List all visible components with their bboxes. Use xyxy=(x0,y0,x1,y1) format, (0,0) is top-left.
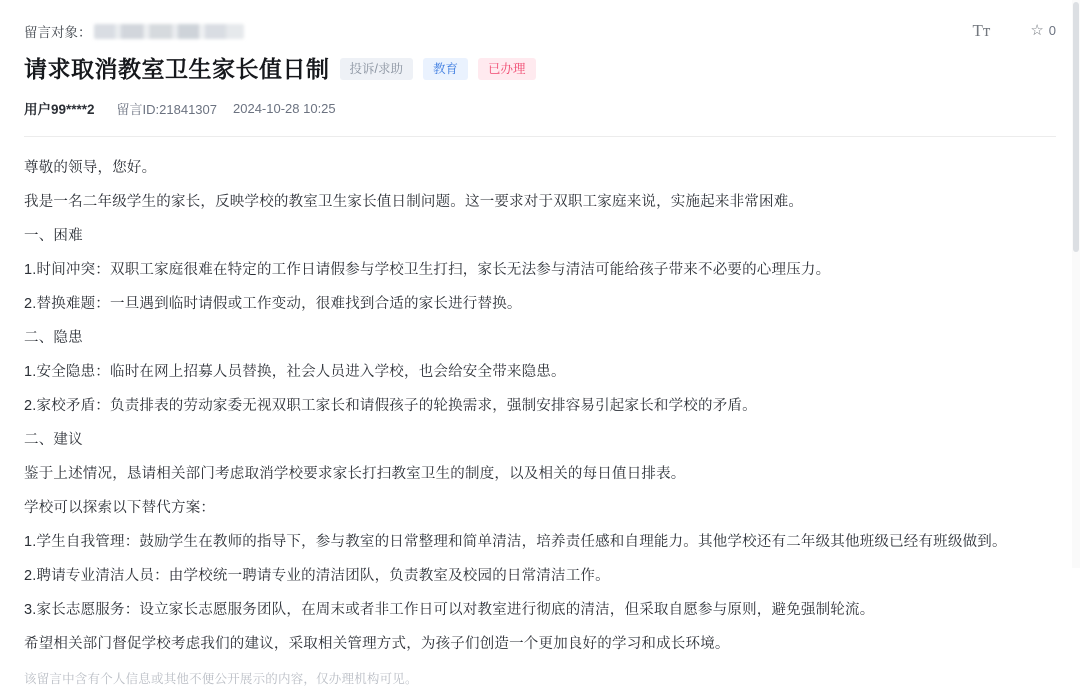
body-paragraph: 二、建议 xyxy=(24,432,83,448)
top-controls xyxy=(972,22,1056,39)
font-size-button[interactable] xyxy=(972,22,990,39)
page-title: 请求取消教室卫生家长值日制 xyxy=(24,56,330,82)
tag-type[interactable]: 投诉/求助 xyxy=(340,58,413,80)
favorite-count: 0 xyxy=(1048,23,1056,38)
body-paragraph: 鉴于上述情况，恳请相关部门考虑取消学校要求家长打扫教室卫生的制度，以及相关的每日值日排表。 xyxy=(24,466,686,482)
message-id: 留言ID:21841307 xyxy=(116,101,217,117)
body-paragraph: 尊敬的领导，您好。 xyxy=(24,160,157,176)
privacy-note: 该留言中含有个人信息或其他不便公开展示的内容，仅办理机构可见。 xyxy=(24,672,418,686)
recipient-label: 留言对象： xyxy=(24,25,92,40)
body-paragraph: 我是一名二年级学生的家长，反映学校的教室卫生家长值日制问题。这一要求对于双职工家庭来说，实施起来非常困难。 xyxy=(24,194,804,210)
author-name: 用户99****2 xyxy=(24,102,95,117)
scrollbar[interactable] xyxy=(1072,0,1080,568)
body-paragraph: 3.家长志愿服务：设立家长志愿服务团队，在周末或者非工作日可以对教室进行彻底的清洁，但采取自愿参与原则，避免强制轮流。 xyxy=(24,602,875,618)
tag-category[interactable]: 教育 xyxy=(423,58,468,80)
title-row xyxy=(24,54,1056,84)
body-paragraph: 2.家校矛盾：负责排表的劳动家委无视双职工家长和请假孩子的轮换需求，强制安排容易引起家长和学校的矛盾。 xyxy=(24,398,757,414)
body-paragraph: 2.聘请专业清洁人员：由学校统一聘请专业的清洁团队，负责教室及校园的日常清洁工作。 xyxy=(24,568,610,584)
body-paragraph: 希望相关部门督促学校考虑我们的建议，采取相关管理方式，为孩子们创造一个更加良好的学习和成长环境。 xyxy=(24,636,730,652)
body-paragraph: 2.替换难题：一旦遇到临时请假或工作变动，很难找到合适的家长进行替换。 xyxy=(24,296,522,312)
message-header xyxy=(0,0,1080,118)
message-meta xyxy=(24,98,1056,118)
body-paragraph: 学校可以探索以下替代方案： xyxy=(24,500,216,516)
message-timestamp: 2024-10-28 10:25 xyxy=(233,100,336,116)
body-paragraph: 一、困难 xyxy=(24,228,83,244)
star-icon: ☆ xyxy=(1030,22,1044,39)
body-paragraph: 1.安全隐患：临时在网上招募人员替换，社会人员进入学校，也会给安全带来隐患。 xyxy=(24,364,566,380)
message-body xyxy=(0,137,1080,687)
recipient-row xyxy=(24,18,1056,44)
body-paragraph: 1.学生自我管理：鼓励学生在教师的指导下，参与教室的日常整理和简单清洁，培养责任感和自理能力。其他学校还有二年级其他班级已经有班级做到。 xyxy=(24,534,1007,550)
scrollbar-thumb[interactable] xyxy=(1073,2,1079,252)
favorite-button[interactable] xyxy=(1030,23,1056,38)
recipient-masked-value xyxy=(94,24,244,39)
body-paragraph: 1.时间冲突：双职工家庭很难在特定的工作日请假参与学校卫生打扫，家长无法参与清洁可能给孩子带来不必要的心理压力。 xyxy=(24,262,831,278)
body-paragraph: 二、隐患 xyxy=(24,330,83,346)
font-size-icon: Tт xyxy=(972,21,991,40)
status-badge: 已办理 xyxy=(478,58,536,80)
